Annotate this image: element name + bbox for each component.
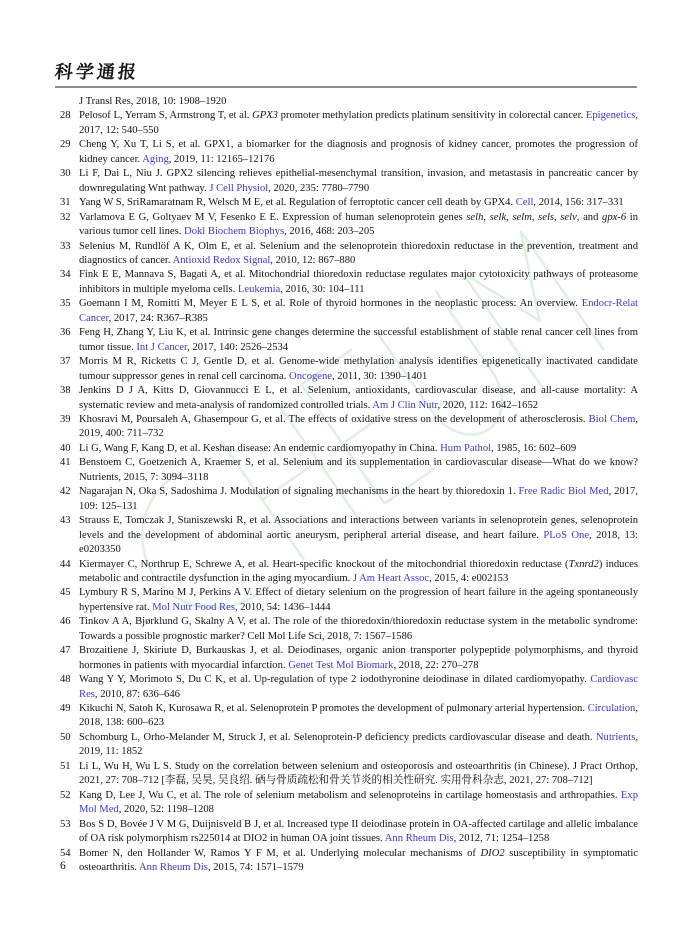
journal-link[interactable]: J Cell Physiol — [209, 182, 269, 194]
reference-item: 54 Bomer N, den Hollander W, Ramos Y F M, et al. Underlying molecular mechanisms of DIO2 susceptibility in symptomatic osteoarthritis. Ann Rheum Dis, 2015, 74: 1571–1579 — [60, 847, 638, 874]
reference-number: 54 — [60, 847, 71, 859]
reference-item: 48 Wang Y Y, Morimoto S, Du C K, et al. Up-regulation of type 2 iodothyronine deiodinase in dilated cardiomyopathy. Cardiovasc Res, 2010, 87: 636–646 — [60, 674, 638, 700]
reference-item: 28 Pelosof L, Yerram S, Armstrong T, et al. GPX3 promoter methylation predicts platinum sensitivity in colorectal cancer. Epigenetics, 2017, 12: 540–550 — [60, 110, 638, 136]
reference-item: 44 Kiermayer C, Northrup E, Schrewe A, et al. Heart-specific knockout of the mitochondrial thioredoxin reductase (Txnrd2) induces metabolic and contractile dysfunction in the aging myocardium. J Am Heart Assoc, 2015, 4: e002153 — [60, 558, 639, 584]
journal-link[interactable]: Antioxid Redox Signal — [172, 254, 271, 266]
reference-item: 31 Yang W S, SriRamaratnam R, Welsch M E, et al. Regulation of ferroptotic cancer cell death by GPX4. Cell, 2014, 156: 317–331 — [60, 196, 638, 210]
reference-item: 34 Fink E E, Mannava S, Bagati A, et al. Mitochondrial thioredoxin reductase regulates major cytotoxicity pathways of proteasome inhibitors in multiple myeloma cells. Leukemia, 2016, 30: 104–111 — [60, 269, 638, 295]
reference-item: 36 Feng H, Zhang Y, Liu K, et al. Intrinsic gene changes determine the successful establishment of stable renal cancer cell lines from tumor tissue. Int J Cancer, 2017, 140: 2526–2534 — [60, 327, 638, 353]
reference-item: 47 Brozaitiene J, Skiriute D, Burkauskas J, et al. Deiodinases, organic anion transporter polypeptide polymorphisms, and thyroid hormones in patients with myocardial infarction. Genet Test Mol Biomark, 2018, 22: 270–278 — [60, 645, 638, 671]
journal-link[interactable]: Free Radic Biol Med — [518, 486, 609, 498]
reference-text: selm — [512, 211, 532, 223]
reference-number: 40 — [60, 442, 71, 454]
reference-number: 53 — [60, 818, 71, 830]
reference-number: 30 — [60, 168, 71, 180]
reference-item: 32 Varlamova E G, Goltyaev M V, Fesenko E E. Expression of human selenoprotein genes selh, selk, selm, sels, selv, and gpx-6 in various tumor cell lines. Dokl Biochem Biophys, 2016, 468: 203–205 — [60, 211, 639, 238]
journal-link[interactable]: Am J Clin Nutr — [372, 399, 438, 411]
journal-link[interactable]: Mol Nutr Food Res — [152, 601, 235, 613]
page-number: 6 — [60, 860, 66, 872]
reference-number: 33 — [60, 240, 71, 252]
journal-link[interactable]: Hum Pathol — [440, 442, 492, 454]
reference-number: 43 — [60, 515, 71, 527]
reference-number: 45 — [60, 587, 71, 599]
reference-item: 37 Morris M R, Ricketts C J, Gentle D, et al. Genome-wide methylation analysis identifies epigenetically inactivated candidate tumour suppressor genes in renal cell carcinoma. Oncogene, 2011, 30: 1390–1401 — [60, 356, 638, 382]
reference-text: GPX3 — [252, 110, 278, 122]
reference-number: 47 — [60, 645, 71, 657]
reference-item: 49 Kikuchi N, Satoh K, Kurosawa R, et al. Selenoprotein P promotes the development of pulmonary arterial hypertension. Circulation, 2018, 138: 600–623 — [60, 703, 638, 729]
header-rule — [55, 86, 637, 88]
journal-link[interactable]: J Am Heart Assoc — [352, 572, 430, 584]
journal-link[interactable]: PLoS One — [543, 529, 590, 541]
journal-link[interactable]: Ann Rheum Dis — [139, 862, 208, 874]
reference-item: 35 Goemann I M, Romitti M, Meyer E L S, et al. Role of thyroid hormones in the neoplastic process: An overview. Endocr-Relat Cancer, 2017, 24: R367–R385 — [60, 298, 638, 324]
reference-list — [60, 95, 638, 875]
reference-item: 40 Li G, Wang F, Kang D, et al. Keshan disease: An endemic cardiomyopathy in China. Hum Pathol, 1985, 16: 602–609 — [60, 442, 638, 456]
journal-link[interactable]: Leukemia — [237, 283, 281, 295]
reference-item: 43 Strauss E, Tomczak J, Staniszewski R, et al. Associations and interactions between variants in selenoprotein genes, selenoprotein levels and the development of abdominal aortic aneurysm, peripheral arterial disease, and heart failure. PLoS One, 2018, 13: e0203350 — [60, 515, 638, 556]
reference-item: 50 Schomburg L, Orho-Melander M, Struck J, et al. Selenoprotein-P deficiency predicts cardiovascular disease and death. Nutrients, 2019, 11: 1852 — [60, 731, 638, 758]
reference-number: 42 — [60, 486, 71, 498]
journal-link[interactable]: Cell — [515, 197, 534, 209]
reference-number: 37 — [60, 356, 71, 368]
reference-item: 51 Li L, Wu H, Wu L S. Study on the correlation between selenium and osteoporosis and osteoarthritis (in Chinese). J Pract Orthop, 2021, 27: 708–712 [李磊, 吴昊, 吴良绍. 硒与骨质疏松和骨关节炎的相关性研究. 实用骨科杂志, 2021, 27: 708–712] — [60, 760, 638, 787]
reference-item: 41 Benstoem C, Goetzenich A, Kraemer S, et al. Selenium and its supplementation in cardiovascular disease—What do we know? Nutrients, 2015, 7: 3094–3118 — [60, 457, 638, 483]
reference-text: Txnrd2 — [568, 558, 599, 570]
reference-continuation: J Transl Res, 2018, 10: 1908–1920 — [79, 96, 227, 107]
journal-logo: 科学通报 — [53, 62, 140, 83]
journal-link[interactable]: Epigenetics — [585, 110, 636, 122]
journal-link[interactable]: Ann Rheum Dis — [384, 833, 454, 845]
reference-item: 38 Jenkins D J A, Kitts D, Giovannucci E L, et al. Selenium, antioxidants, cardiovascular disease, and all-cause mortality: A systematic review and meta-analysis of randomized controlled trials. Am J Clin Nutr, 2020, 112: 1642–1652 — [60, 385, 638, 411]
journal-link[interactable]: Aging — [142, 153, 169, 165]
reference-item: 45 Lymbury R S, Marino M J, Perkins A V. Effect of dietary selenium on the progression of heart failure in the ageing spontaneously hypertensive rat. Mol Nutr Food Res, 2010, 54: 1436–1444 — [60, 587, 638, 613]
journal-link[interactable]: Exp Mol Med — [79, 789, 638, 816]
reference-number: 51 — [60, 760, 71, 772]
reference-number: 44 — [60, 558, 71, 570]
journal-link[interactable]: Nutrients — [595, 731, 636, 743]
journal-link[interactable]: Endocr-Relat Cancer — [79, 298, 638, 324]
reference-text: selv — [560, 211, 577, 223]
journal-link[interactable]: Oncogene — [289, 370, 332, 382]
reference-item: 42 Nagarajan N, Oka S, Sadoshima J. Modulation of signaling mechanisms in the heart by thioredoxin 1. Free Radic Biol Med, 2017, 109: 125–131 — [60, 486, 638, 512]
reference-number: 50 — [60, 731, 71, 743]
reference-item: 39 Khosravi M, Poursaleh A, Ghasempour G, et al. The effects of oxidative stress on the development of atherosclerosis. Biol Chem, 2019, 400: 711–732 — [60, 413, 638, 440]
reference-number: 28 — [60, 110, 71, 122]
reference-text: sels — [538, 211, 555, 223]
journal-link[interactable]: Circulation — [587, 703, 636, 715]
reference-text: DIO2 — [480, 847, 505, 859]
reference-number: 34 — [60, 269, 71, 281]
reference-text: selk — [489, 211, 507, 223]
reference-number: 31 — [60, 197, 71, 209]
journal-link[interactable]: Int J Cancer — [136, 341, 188, 353]
reference-number: 32 — [60, 211, 71, 223]
reference-text: gpx-6 — [602, 211, 627, 223]
journal-link[interactable]: Dokl Biochem Biophys — [184, 226, 285, 238]
reference-item: 52 Kang D, Lee J, Wu C, et al. The role of selenium metabolism and selenoproteins in cartilage homeostasis and arthropathies. Exp Mol Med, 2020, 52: 1198–1208 — [60, 789, 638, 816]
reference-number: 48 — [60, 674, 71, 686]
journal-link[interactable]: Cardiovasc Res — [79, 674, 638, 700]
reference-item: 53 Bos S D, Bovée J V M G, Duijnisveld B J, et al. Increased type II deiodinase protein in OA-affected cartilage and allelic imbalance of OA risk polymorphism rs225014 at DIO2 in human OA joint tissues. Ann Rheum Dis, 2012, 71: 1254–1258 — [60, 818, 638, 845]
reference-number: 46 — [60, 616, 71, 628]
reference-number: 39 — [60, 413, 71, 425]
reference-item: 30 Li F, Dai L, Niu J. GPX2 silencing relieves epithelial-mesenchymal transition, invasion, and metastasis in pancreatic cancer by downregulating Wnt pathway. J Cell Physiol, 2020, 235: 7780–7790 — [60, 168, 638, 194]
reference-item: 46 Tinkov A A, Bjørklund G, Skalny A V, et al. The role of the thioredoxin/thioredoxin reductase system in the metabolic syndrome: Towards a possible prognostic marker? Cell Mol Life Sci, 2018, 7: 1567–1586 — [60, 616, 638, 642]
reference-number: 36 — [60, 327, 71, 339]
reference-number: 52 — [60, 789, 71, 801]
reference-number: 38 — [60, 385, 71, 397]
reference-number: 49 — [60, 703, 71, 715]
reference-number: 35 — [60, 298, 71, 310]
journal-link[interactable]: Biol Chem — [588, 413, 636, 425]
reference-item: 33 Selenius M, Rundlöf A K, Olm E, et al. Selenium and the selenoprotein thioredoxin reductase in the prevention, treatment and diagnostics of cancer. Antioxid Redox Signal, 2010, 12: 867–880 — [60, 240, 638, 266]
reference-number: 29 — [60, 139, 71, 151]
reference-item: 29 Cheng Y, Xu T, Li S, et al. GPX1, a biomarker for the diagnosis and prognosis of kidney cancer, promotes the progression of kidney cancer. Aging, 2019, 11: 12165–12176 — [60, 139, 638, 165]
reference-number: 41 — [60, 457, 71, 469]
journal-link[interactable]: Genet Test Mol Biomark — [288, 659, 394, 671]
reference-text: selh — [466, 211, 484, 223]
